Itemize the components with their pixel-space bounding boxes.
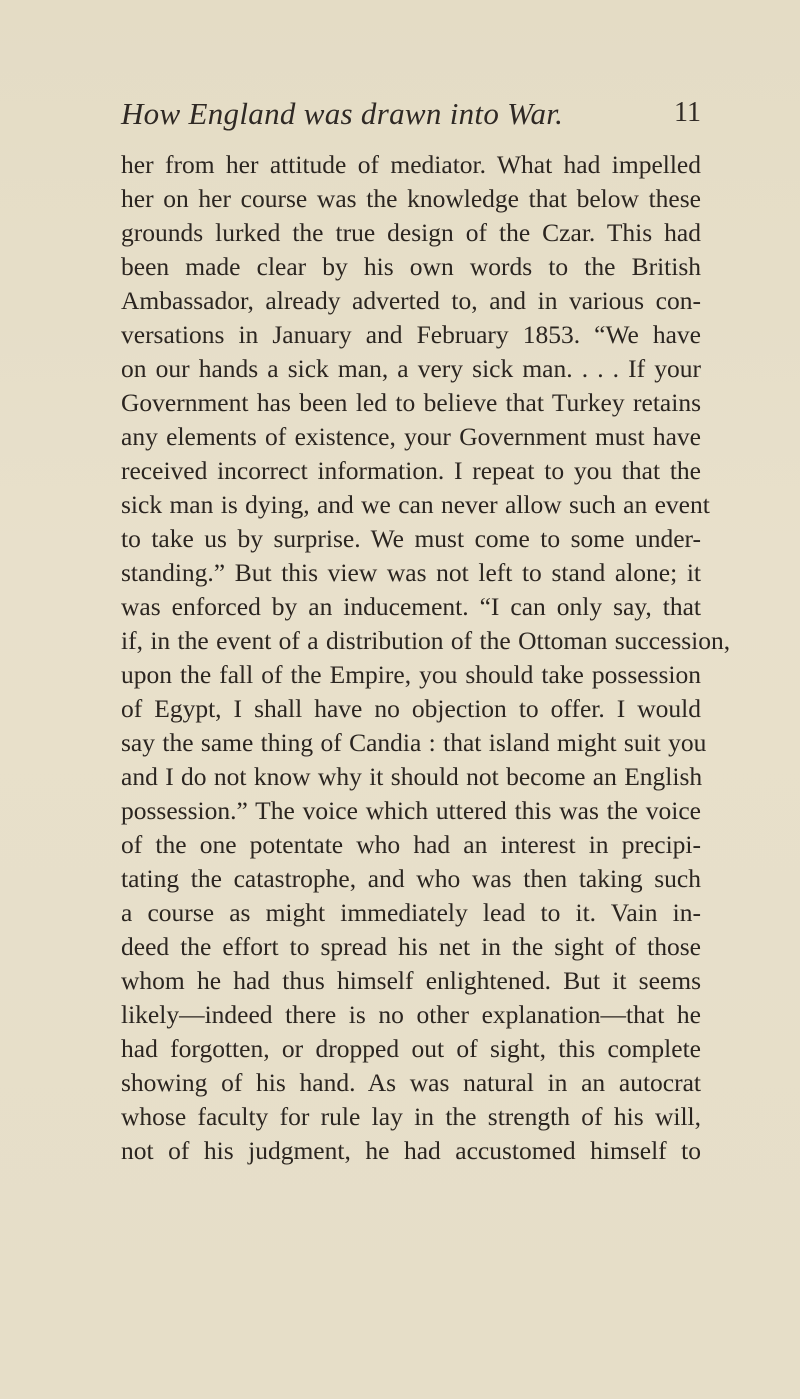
text-line: was enforced by an inducement. “I can only say, that [121,592,701,621]
text-line: say the same thing of Candia : that island might suit you [121,728,707,757]
running-head [121,96,701,136]
text-line: showing of his hand. As was natural in an autocrat [121,1068,701,1097]
text-line: her on her course was the knowledge that below these [121,184,701,213]
text-line: had forgotten, or dropped out of sight, this complete [121,1034,701,1063]
text-line: deed the effort to spread his net in the sight of those [121,932,701,961]
page-number: 11 [674,97,701,128]
text-line: and I do not know why it should not become an English [121,762,703,791]
body-text [121,148,731,1168]
text-line: grounds lurked the true design of the Czar. This had [121,218,701,247]
text-line: on our hands a sick man, a very sick man. . . . If your [121,354,701,383]
text-line: received incorrect information. I repeat to you that the [121,456,701,485]
text-line: to take us by surprise. We must come to some under- [121,524,701,553]
text-line: not of his judgment, he had accustomed himself to [121,1136,701,1165]
text-line: of the one potentate who had an interest in precipi- [121,830,701,859]
text-line: whose faculty for rule lay in the strength of his will, [121,1102,701,1131]
text-line: Government has been led to believe that Turkey retains [121,388,701,417]
text-line: if, in the event of a distribution of the Ottoman succession, [121,626,731,655]
text-line: Ambassador, already adverted to, and in various con- [121,286,701,315]
text-line: whom he had thus himself enlightened. But it seems [121,966,701,995]
text-line: likely—indeed there is no other explanation—that he [121,1000,701,1029]
text-line: any elements of existence, your Government must have [121,422,701,451]
text-line: standing.” But this view was not left to stand alone; it [121,558,701,587]
text-line: possession.” The voice which uttered this was the voice [121,796,701,825]
text-line: versations in January and February 1853. “We have [121,320,701,349]
text-line: a course as might immediately lead to it. Vain in- [121,898,701,927]
text-line: her from her attitude of mediator. What had impelled [121,150,701,179]
text-line: of Egypt, I shall have no objection to offer. I would [121,694,701,723]
running-title: How England was drawn into War. [121,96,564,131]
text-line: tating the catastrophe, and who was then taking such [121,864,701,893]
text-line: upon the fall of the Empire, you should take possession [121,660,701,689]
text-line: sick man is dying, and we can never allow such an event [121,490,710,519]
text-line: been made clear by his own words to the British [121,252,701,281]
